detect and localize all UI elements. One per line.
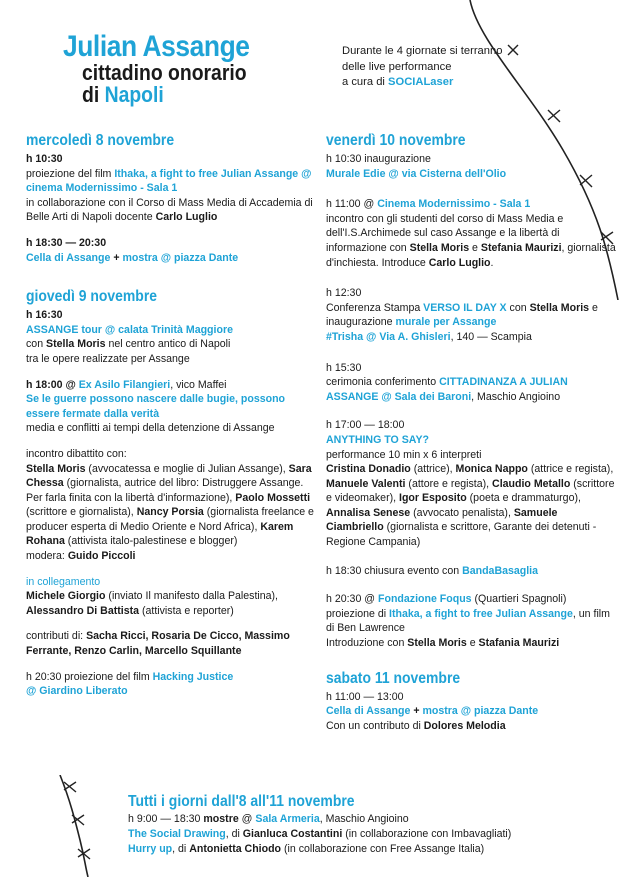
event-block: h 18:30 — 20:30 Cella di Assange + mostra @ piazza Dante (26, 236, 239, 264)
event-block: h 11:00 @ Cinema Modernissimo - Sala 1 incontro con gli studenti del corso di Mass Media e dell'I.S.Archimede sul caso Assange e la libertà di informazione con Stella Moris e Stefania Maurizi, giornalista d'inchiesta. Introduce Carlo Luglio. (326, 198, 616, 269)
left-column (26, 131, 316, 710)
event-block: h 18:30 chiusura evento con BandaBasaglia (326, 564, 539, 577)
event-block: h 11:00 — 13:00 Cella di Assange + mostra @ piazza Dante Con un contributo di Dolores Melodia (326, 690, 539, 732)
venue-name: cinema Modernissimo - Sala 1 (26, 182, 178, 195)
event-block: h 18:00 @ Ex Asilo Filangieri, vico Maffei Se le guerre possono nascere dalle bugie, possono essere fermate dalla verità media e conflitti ai tempi della detenzione di Assange (26, 378, 316, 436)
day-heading-sabato: sabato 11 novembre (326, 669, 461, 687)
event-block: h 12:30 Conferenza Stampa VERSO IL DAY X con Stella Moris e inaugurazione murale per Assange #Trisha @ Via A. Ghisleri, 140 — Scampia (326, 287, 598, 343)
footer-title: Tutti i giorni dall'8 all'11 novembre (128, 793, 355, 810)
subtitle-line-2: di Napoli (82, 82, 164, 107)
event-block: h 20:30 proiezione del film Hacking Justice @ Giardino Liberato (26, 670, 234, 698)
venue-name: Cinema Modernissimo - Sala 1 (377, 198, 531, 211)
intro-text: Durante le 4 giornate si terranno delle live performance a cura di SOCIALaser (342, 45, 503, 88)
page-title: Julian Assange (63, 30, 250, 63)
remote-guests-block: in collegamento Michele Giorgio (inviato Il manifesto dalla Palestina), Alessandro Di Battista (attivista e reporter) (26, 575, 278, 617)
film-title: Hacking Justice (152, 670, 234, 683)
footer-every-day: Tutti i giorni dall'8 all'11 novembre h 9:00 — 18:30 mostre @ Sala Armeria, Maschio Angioino The Social Drawing, di Gianluca Costantini (in collaborazione con Imbavagliati) Hurry up, di Antonietta Chiodo (in collaborazione con Free Assange Italia) (128, 792, 608, 857)
event-quote: Se le guerre possono nascere dalle bugie, possono essere fermate dalla verità (26, 393, 286, 420)
contributors-block: contributi di: Sacha Ricci, Rosaria De Cicco, Massimo Ferrante, Renzo Carlin, Marcello Squillante (26, 630, 290, 658)
city-name: Napoli (104, 82, 164, 107)
day-heading-mercoledi: mercoledì 8 novembre (26, 132, 175, 149)
day-heading-venerdi: venerdì 10 novembre (326, 132, 466, 149)
event-block: h 16:30 ASSANGE tour @ calata Trinità Maggiore con Stella Moris nel centro antico di Napoli tra le opere realizzate per Assange (26, 309, 233, 365)
performance-block: h 17:00 — 18:00 ANYTHING TO SAY? performance 10 min x 6 interpreti Cristina Donadio (attrice), Monica Nappo (attrice e regista), Manuele Valenti (attore e regista), Claudio Metallo (scrittore e videomaker), Igor Esposito (poeta e drammaturgo), Annalisa Senese (avvocato penalista), Samuele Ciambriello (giornalista e scrittore, Garante dei detenuti - Regione Campania) (326, 419, 615, 549)
subtitle-line-1: cittadino onorario (82, 60, 247, 85)
barbed-wire-bottom-icon (30, 775, 100, 877)
venue-name: Ex Asilo Filangieri (78, 378, 171, 391)
debate-block: incontro dibattito con: Stella Moris (avvocatessa e moglie di Julian Assange), Sara Chessa (giornalista, autrice del libro: Distruggere Assange. Per farla finita con la libertà d'informazione), Paolo Mossetti (scrittore e giornalista), Nancy Porsia (giornalista freelance e producer esperta di Medio Oriente e Nord Africa), Karem Rohana (attivista italo-palestinese e blogger) modera: Guido Piccoli (26, 447, 314, 563)
film-title: Ithaka, a fight to free Julian Assange (389, 607, 573, 620)
socialaser-label: SOCIALaser (388, 76, 454, 88)
day-heading-giovedi: giovedì 9 novembre (26, 288, 158, 306)
event-block: h 20:30 @ Fondazione Foqus (Quartieri Spagnoli) proiezione di Ithaka, a fight to free Julian Assange, un film di Ben Lawrence Introduzione con Stella Moris e Stafania Maurizi (326, 593, 610, 650)
page-subtitle (82, 62, 247, 106)
venue-name: Fondazione Foqus (378, 593, 472, 606)
event-block: h 10:30 inaugurazione Murale Edie @ via Cisterna dell'Olio (326, 153, 507, 180)
film-title: Ithaka, a fight to free Julian Assange (114, 167, 299, 180)
event-block: h 15:30 cerimonia conferimento CITTADINANZA A JULIAN ASSANGE @ Sala dei Baroni, Maschio Angioino (326, 361, 568, 403)
event-block: h 10:30 proiezione del film Ithaka, a fight to free Julian Assange @ cinema Modernissimo - Sala 1 in collaborazione con il Corso di Mass Media di Accademia di Belle Arti di Napoli docente Carlo Luglio (26, 153, 313, 224)
barbed-wire-top-icon (468, 0, 620, 300)
person-name: Carlo Luglio (155, 211, 218, 224)
